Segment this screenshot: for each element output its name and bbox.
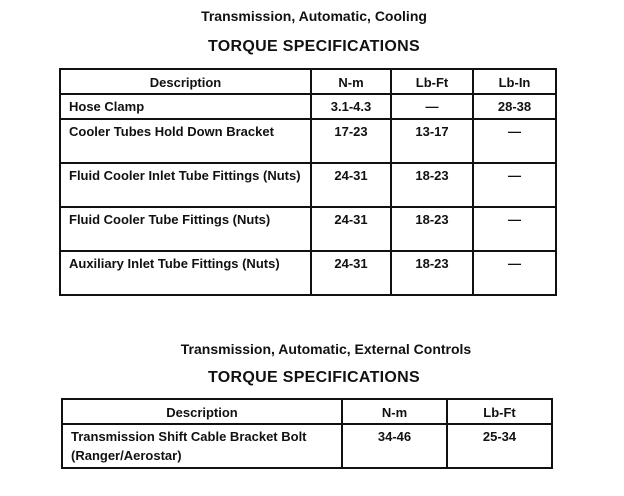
column-header-description: Description: [60, 69, 311, 94]
description-cell: Hose Clamp: [60, 94, 311, 119]
description-cell: Cooler Tubes Hold Down Bracket: [60, 119, 311, 163]
column-header-description: Description: [62, 399, 342, 424]
table-row: [60, 94, 556, 119]
lbft-cell: 25-34: [447, 424, 552, 468]
table-row: [62, 424, 552, 468]
column-header-nm: N-m: [311, 69, 391, 94]
description-cell: Fluid Cooler Inlet Tube Fittings (Nuts): [60, 163, 311, 207]
lbft-cell: —: [391, 94, 473, 119]
lbin-cell: —: [473, 119, 556, 163]
table-row: [60, 163, 556, 207]
nm-cell: 17-23: [311, 119, 391, 163]
nm-cell: 24-31: [311, 163, 391, 207]
description-cell: Fluid Cooler Tube Fittings (Nuts): [60, 207, 311, 251]
section-title-cooling: Transmission, Automatic, Cooling: [201, 8, 427, 24]
nm-cell: 3.1-4.3: [311, 94, 391, 119]
nm-cell: 34-46: [342, 424, 447, 468]
table-header-row: [60, 69, 556, 94]
lbin-cell: 28-38: [473, 94, 556, 119]
lbft-cell: 18-23: [391, 163, 473, 207]
table-header-row: [62, 399, 552, 424]
lbft-cell: 13-17: [391, 119, 473, 163]
torque-spec-heading-cooling: TORQUE SPECIFICATIONS: [208, 38, 420, 55]
lbft-cell: 18-23: [391, 207, 473, 251]
lbin-cell: —: [473, 163, 556, 207]
column-header-lbft: Lb-Ft: [447, 399, 552, 424]
nm-cell: 24-31: [311, 251, 391, 295]
torque-table-external-controls: [61, 398, 553, 469]
section-title-external-controls: Transmission, Automatic, External Controls: [180, 341, 472, 357]
description-cell: Auxiliary Inlet Tube Fittings (Nuts): [60, 251, 311, 295]
table-row: [60, 119, 556, 163]
lbin-cell: —: [473, 207, 556, 251]
description-cell: Transmission Shift Cable Bracket Bolt (Ranger/Aerostar): [62, 424, 342, 468]
table-row: [60, 207, 556, 251]
torque-table-cooling: [59, 68, 557, 296]
torque-spec-heading-external-controls: TORQUE SPECIFICATIONS: [208, 369, 420, 386]
column-header-nm: N-m: [342, 399, 447, 424]
column-header-lbft: Lb-Ft: [391, 69, 473, 94]
table-row: [60, 251, 556, 295]
column-header-lbin: Lb-In: [473, 69, 556, 94]
nm-cell: 24-31: [311, 207, 391, 251]
lbft-cell: 18-23: [391, 251, 473, 295]
lbin-cell: —: [473, 251, 556, 295]
